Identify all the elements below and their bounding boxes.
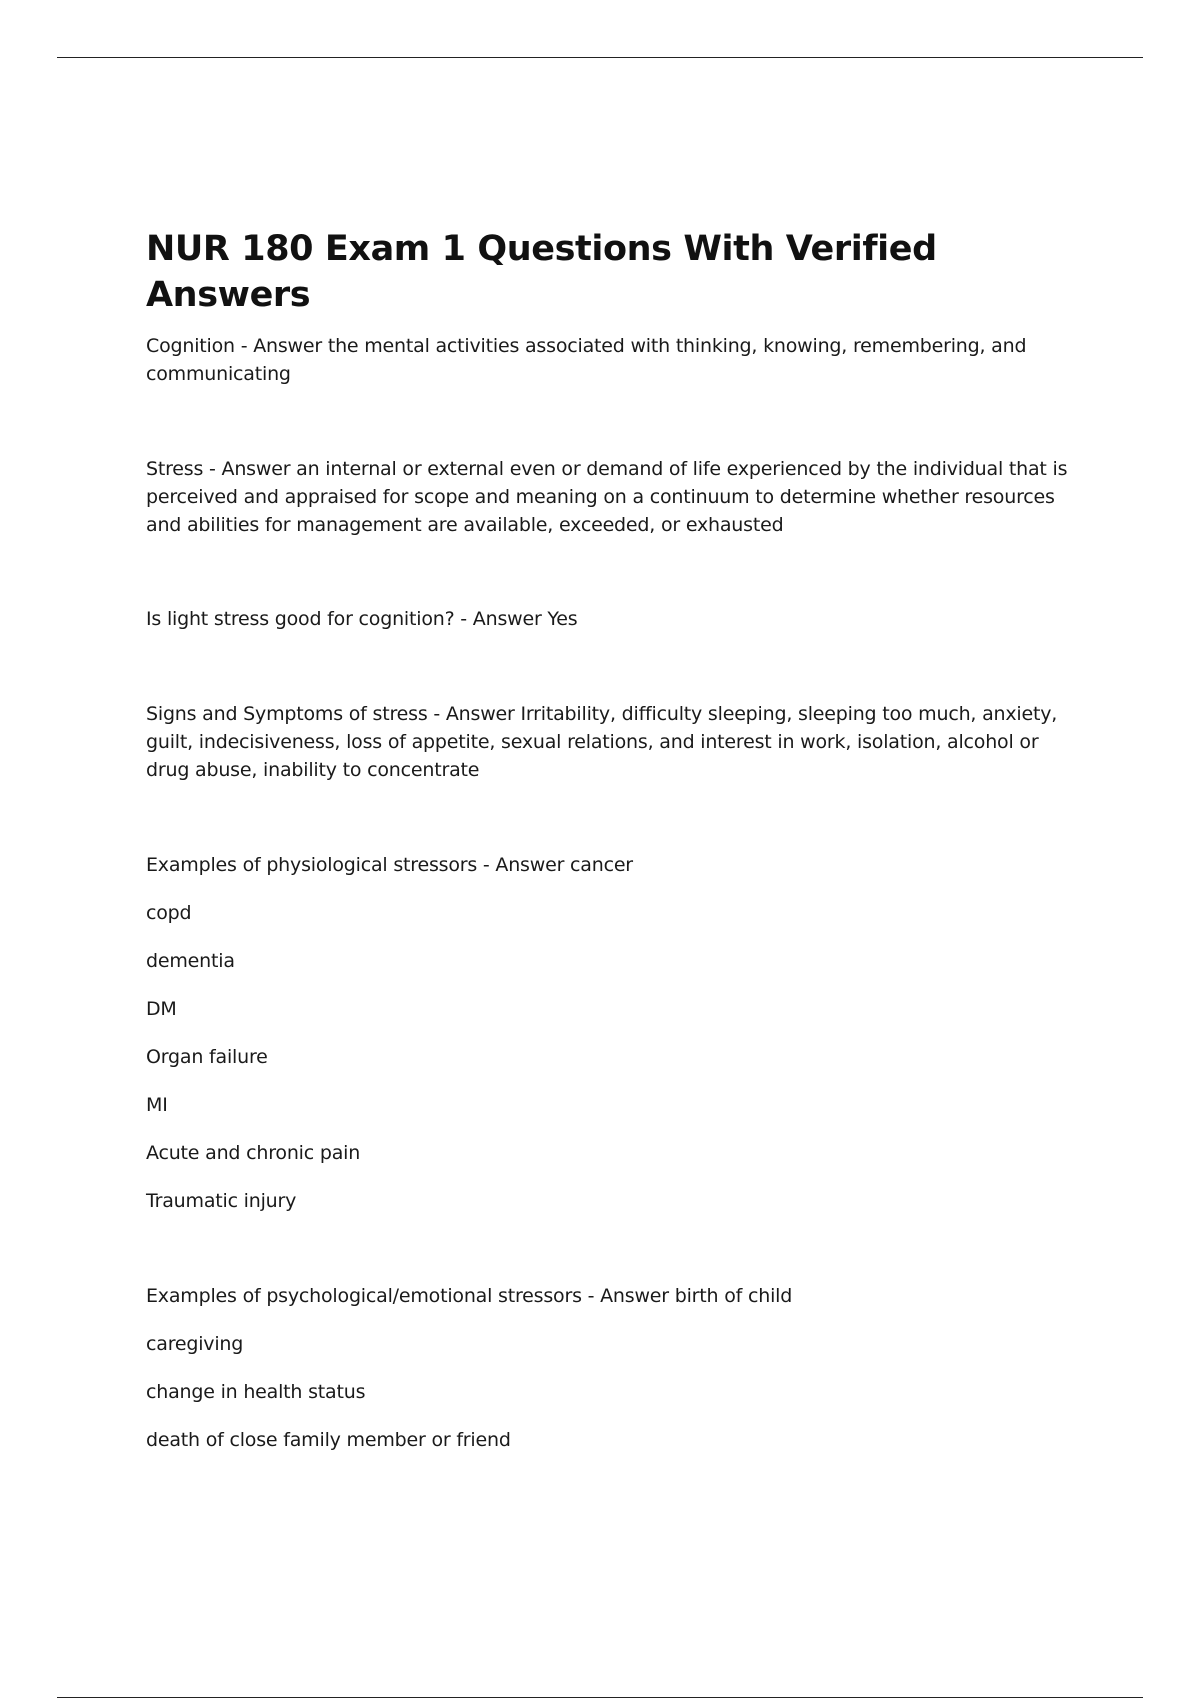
qa-entry-stress: Stress - Answer an internal or external even or demand of life experienced by the individual that is perceived and appraised for scope and meaning on a continuum to determine whether resources and abilities for management are available, exceeded, or exhausted <box>146 458 1068 536</box>
qa-entry-signs-symptoms: Signs and Symptoms of stress - Answer Irritability, difficulty sleeping, sleeping too much, anxiety, guilt, indecisiveness, loss of appetite, sexual relations, and interest in work, isolation, alcohol or drug abuse, inability to concentrate <box>146 703 1058 781</box>
top-rule <box>57 57 1143 58</box>
list-item: Acute and chronic pain <box>146 1142 361 1164</box>
bottom-rule <box>57 1697 1143 1698</box>
list-item: MI <box>146 1094 168 1116</box>
list-item: Organ failure <box>146 1046 268 1068</box>
list-item: caregiving <box>146 1333 244 1355</box>
list-item: dementia <box>146 950 235 972</box>
qa-entry-cognition: Cognition - Answer the mental activities associated with thinking, knowing, remembering, and communicating <box>146 335 1027 385</box>
qa-entry-psychological-stressors: Examples of psychological/emotional stressors - Answer birth of child <box>146 1285 793 1307</box>
qa-entry-light-stress: Is light stress good for cognition? - Answer Yes <box>146 608 578 630</box>
list-item: Traumatic injury <box>146 1190 297 1212</box>
list-item: death of close family member or friend <box>146 1429 511 1451</box>
list-item: DM <box>146 998 177 1020</box>
document-title: NUR 180 Exam 1 Questions With Verified Answers <box>146 229 937 315</box>
list-item: change in health status <box>146 1381 366 1403</box>
document-body <box>146 226 1080 1454</box>
qa-entry-physiological-stressors: Examples of physiological stressors - Answer cancer <box>146 854 633 876</box>
list-item: copd <box>146 902 192 924</box>
